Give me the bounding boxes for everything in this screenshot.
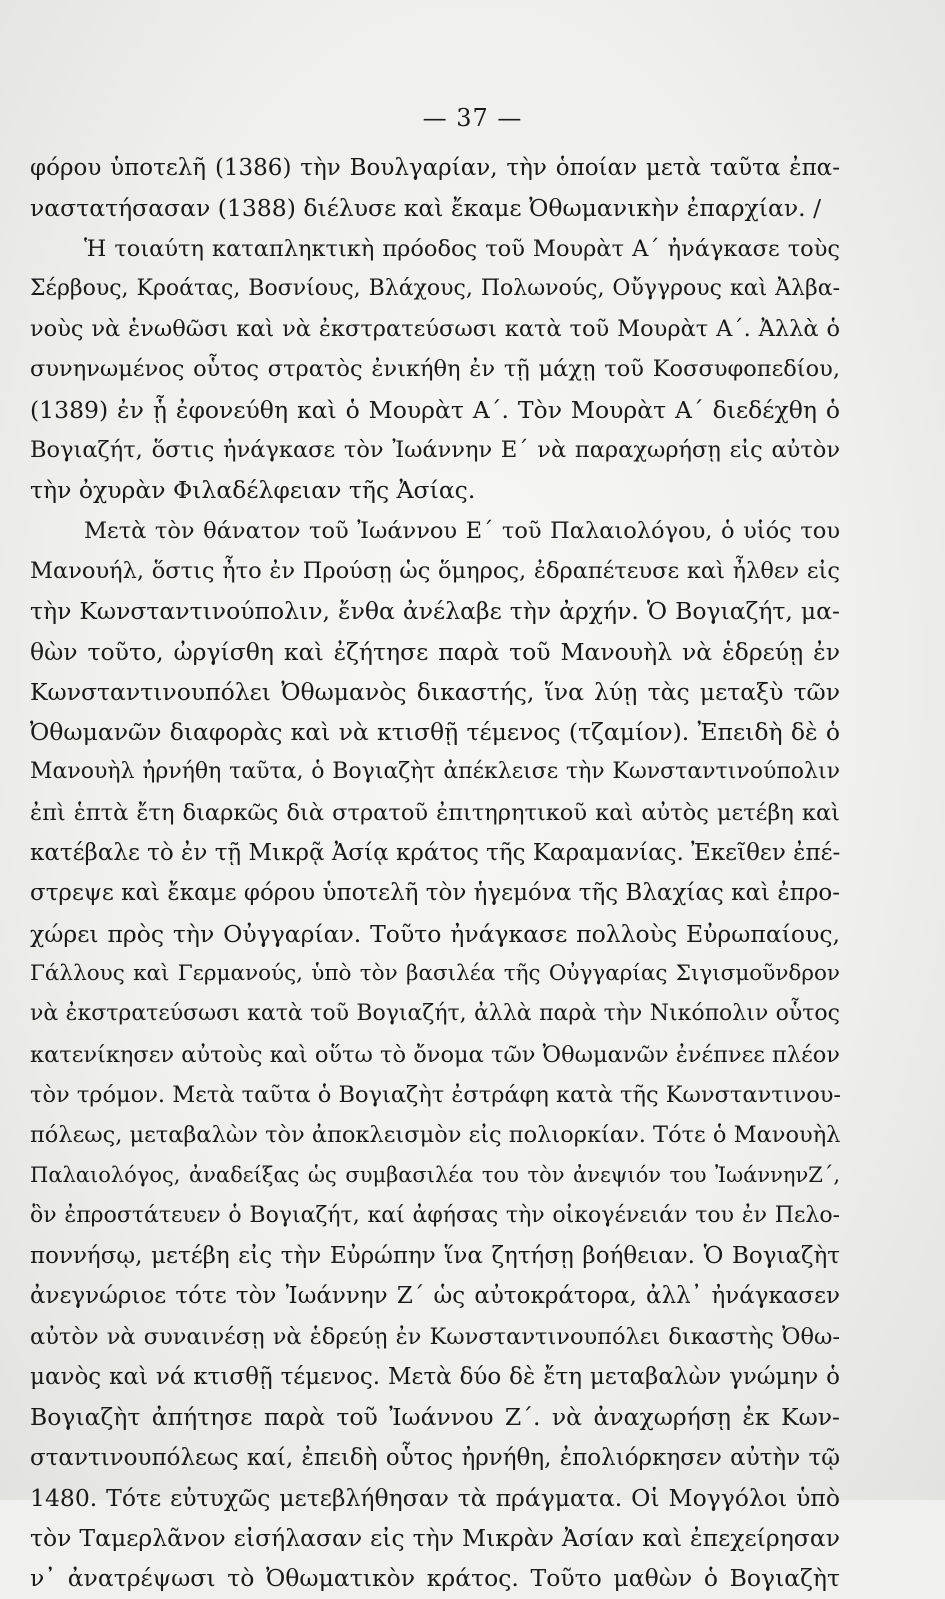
text-line: θὼν τοῦτο, ὠργίσθη καὶ ἐζήτησε παρὰ τοῦ Μανουὴλ νὰ ἑδρεύῃ ἐν	[30, 637, 840, 666]
text-line: Παλαιολόγος, ἀναδείξας ὡς συμβασιλέα του τὸν ἀνεψιόν του ἸωάννηνΖ΄,	[30, 1163, 840, 1188]
text-line: Σέρβους, Κροάτας, Βοσνίους, Βλάχους, Πολωνούς, Οὔγγρους καὶ Ἀλβα-	[30, 275, 840, 301]
text-line: ναστατήσασαν (1388) διέλυσε καὶ ἔκαμε Ὀθωμανικὴν ἐπαρχίαν. /	[30, 194, 822, 223]
text-line: Ὀθωμανῶν διαφορὰς καὶ νὰ κτισθῇ τέμενος (τζαμίον). Ἐπειδὴ δὲ ὁ	[30, 718, 840, 747]
text-line: τὴν Κωνσταντινούπολιν, ἔνθα ἀνέλαβε τὴν ἀρχήν. Ὁ Βογιαζήτ, μα-	[30, 597, 840, 626]
text-line: ποννήσῳ, μετέβη εἰς τὴν Εὐρώπην ἵνα ζητήσῃ βοήθειαν. Ὁ Βογιαζὴτ	[30, 1243, 840, 1270]
text-line: ὃν ἐπροστάτευεν ὁ Βογιαζήτ, καί ἀφήσας τὴν οἰκογένειάν του ἐν Πελο-	[30, 1202, 840, 1228]
text-line: ἀνεγνώριοε τότε τὸν Ἰωάννην Ζ΄ ὡς αὐτοκράτορα, ἀλλ᾽ ἠνάγκασεν	[30, 1283, 840, 1310]
text-line: τὸν Ταμερλᾶνον εἰσήλασαν εἰς τὴν Μικρὰν Ἀσίαν καὶ ἐπεχείρησαν	[30, 1524, 840, 1553]
text-line: αὐτὸν νὰ συναινέσῃ νὰ ἑδρεύῃ ἐν Κωνσταντινουπόλει δικαστὴς Ὀθω-	[30, 1323, 840, 1350]
text-line: μανὸς καὶ νά κτισθῇ τέμενος. Μετὰ δύο δὲ ἔτη μεταβαλὼν γνώμην ὁ	[30, 1363, 840, 1390]
text-line: νὰ ἐκστρατεύσωσι κατὰ τοῦ Βογιαζήτ, ἀλλὰ παρὰ τὴν Νικόπολιν οὗτος	[30, 1001, 840, 1027]
text-line: Ἡ τοιαύτη καταπληκτικὴ πρόοδος τοῦ Μουρὰτ Α΄ ἠνάγκασε τοὺς	[84, 235, 840, 262]
text-line: τὴν ὀχυρὰν Φιλαδέλφειαν τῆς Ἀσίας.	[30, 476, 476, 505]
text-line: (1389) ἐν ᾗ ἐφονεύθη καὶ ὁ Μουρὰτ Α΄. Τὸν Μουρὰτ Α΄ διεδέχθη ὁ	[30, 395, 840, 424]
text-line: φόρου ὑποτελῆ (1386) τὴν Βουλγαρίαν, τὴν ὁποίαν μετὰ ταῦτα ἐπα-	[30, 155, 840, 181]
body-text	[30, 148, 840, 1599]
text-line: Μανουήλ, ὅστις ἦτο ἐν Προύσῃ ὡς ὅμηρος, ἐδραπέτευσε καὶ ἦλθεν εἰς	[30, 557, 840, 584]
text-line: ἐπὶ ἑπτὰ ἔτη διαρκῶς διὰ στρατοῦ ἐπιτηρητικοῦ καὶ αὐτὸς μετέβη καὶ	[30, 799, 840, 826]
text-line: πόλεως, μεταβαλὼν τὸν ἀποκλεισμὸν εἰς πολιορκίαν. Τότε ὁ Μανουὴλ	[30, 1122, 841, 1149]
text-line: Μανουὴλ ἠρνήθη ταῦτα, ὁ Βογιαζὴτ ἀπέκλεισε τὴν Κωνσταντινούπολιν	[30, 759, 840, 785]
text-line: τὸν τρόμον. Μετὰ ταῦτα ὁ Βογιαζὴτ ἐστράφη κατὰ τῆς Κωνσταντινου-	[30, 1081, 842, 1108]
page-number: — 37 —	[422, 104, 523, 132]
text-line: κατενίκησεν αὐτοὺς καὶ οὕτω τὸ ὄνομα τῶν Ὀθωμανῶν ἐνέπνεε πλέον	[30, 1041, 840, 1068]
text-line: νοὺς νὰ ἑνωθῶσι καὶ νὰ ἐκστρατεύσωσι κατὰ τοῦ Μουρὰτ Α΄. Ἀλλὰ ὁ	[30, 316, 840, 343]
text-line: Μετὰ τὸν θάνατον τοῦ Ἰωάννου Ε΄ τοῦ Παλαιολόγου, ὁ υἱός του	[84, 517, 840, 544]
text-line: ν᾽ ἀνατρέψωσι τὸ Ὀθωματικὸν κράτος. Τοῦτο μαθὼν ὁ Βογιαζὴτ	[30, 1564, 840, 1593]
text-line: Βογιαζήτ, ὅστις ἠνάγκασε τὸν Ἰωάννην Ε΄ νὰ παραχωρήσῃ εἰς αὐτὸν	[30, 437, 840, 464]
text-line: 1480. Τότε εὐτυχῶς μετεβλήθησαν τὰ πράγματα. Οἱ Μογγόλοι ὑπὸ	[30, 1483, 840, 1512]
text-line: Γάλλους καὶ Γερμανούς, ὑπὸ τὸν βασιλέα τῆς Οὐγγαρίας Σιγισμοῦνδρον	[30, 960, 840, 986]
text-line: συνηνωμένος οὗτος στρατὸς ἐνικήθη ἐν τῇ μάχῃ τοῦ Κοσσυφοπεδίου,	[30, 356, 840, 383]
text-line: στρεψε καὶ ἔκαμε φόρου ὑποτελῆ τὸν ἡγεμόνα τῆς Βλαχίας καὶ ἐπρο-	[30, 880, 840, 907]
text-line: σταντινουπόλεως καί, ἐπειδὴ οὗτος ἠρνήθη, ἐπολιόρκησεν αὐτὴν τῷ	[30, 1444, 840, 1471]
text-line: χώρει πρὸς τὴν Οὐγγαρίαν. Τοῦτο ἠνάγκασε πολλοὺς Εὐρωπαίους,	[30, 919, 840, 948]
text-line: Βογιαζὴτ ἀπήτησε παρὰ τοῦ Ἰωάννου Ζ΄. νὰ ἀναχωρήσῃ ἐκ Κων-	[30, 1403, 840, 1432]
text-line: Κωνσταντινουπόλει Ὀθωμανὸς δικαστής, ἵνα λύῃ τὰς μεταξὺ τῶν	[30, 677, 840, 706]
text-line: κατέβαλε τὸ ἐν τῇ Μικρᾷ Ἀσίᾳ κράτος τῆς Καραμανίας. Ἐκεῖθεν ἐπέ-	[30, 840, 841, 867]
